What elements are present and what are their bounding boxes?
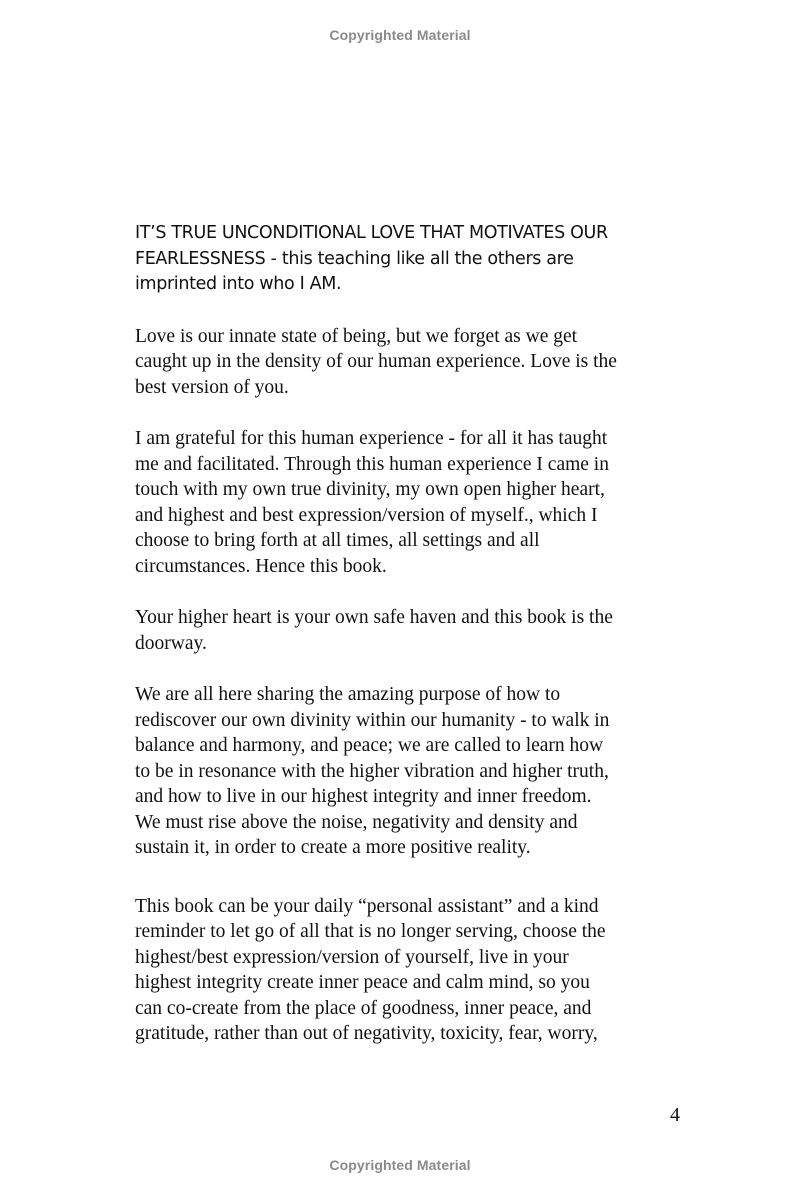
heading-statement: IT’S TRUE UNCONDITIONAL LOVE THAT MOTIVATES OUR FEARLESSNESS - this teaching like all the others are imprinted into who I AM. [135,223,608,294]
paragraph-love: Love is our innate state of being, but we forget as we get caught up in the density of our human experience. Love is the best version of you. [135,325,617,398]
paragraph-purpose: We are all here sharing the amazing purpose of how to rediscover our own divinity within our humanity - to walk in balance and harmony, and peace; we are called to learn how to be in resonance with the higher vibration and higher truth, and how to live in our highest integrity and inner freedom. We must rise above the noise, negativity and density and sustain it, in order to create a more positive reality. [135,684,610,858]
paragraph-higher-heart: Your higher heart is your own safe haven and this book is the doorway. [135,607,613,654]
page-number: 4 [670,1104,680,1126]
page-body [135,221,695,1073]
copyright-watermark-top: Copyrighted Material [329,27,471,43]
paragraph-personal-assistant: This book can be your daily “personal assistant” and a kind reminder to let go of all that is no longer serving, choose the highest/best expression/version of yourself, live in your highest integrity create inner peace and calm mind, so you can co-create from the place of goodness, inner peace, and gratitude, rather than out of negativity, toxicity, fear, worry, [135,895,606,1044]
copyright-watermark-bottom: Copyrighted Material [329,1157,471,1173]
paragraph-gratitude: I am grateful for this human experience - for all it has taught me and facilitated. Through this human experience I came in touch with my own true divinity, my own open higher heart, and highest and best expression/version of myself., which I choose to bring forth at all times, all settings and all circumstances. Hence this book. [135,428,609,577]
